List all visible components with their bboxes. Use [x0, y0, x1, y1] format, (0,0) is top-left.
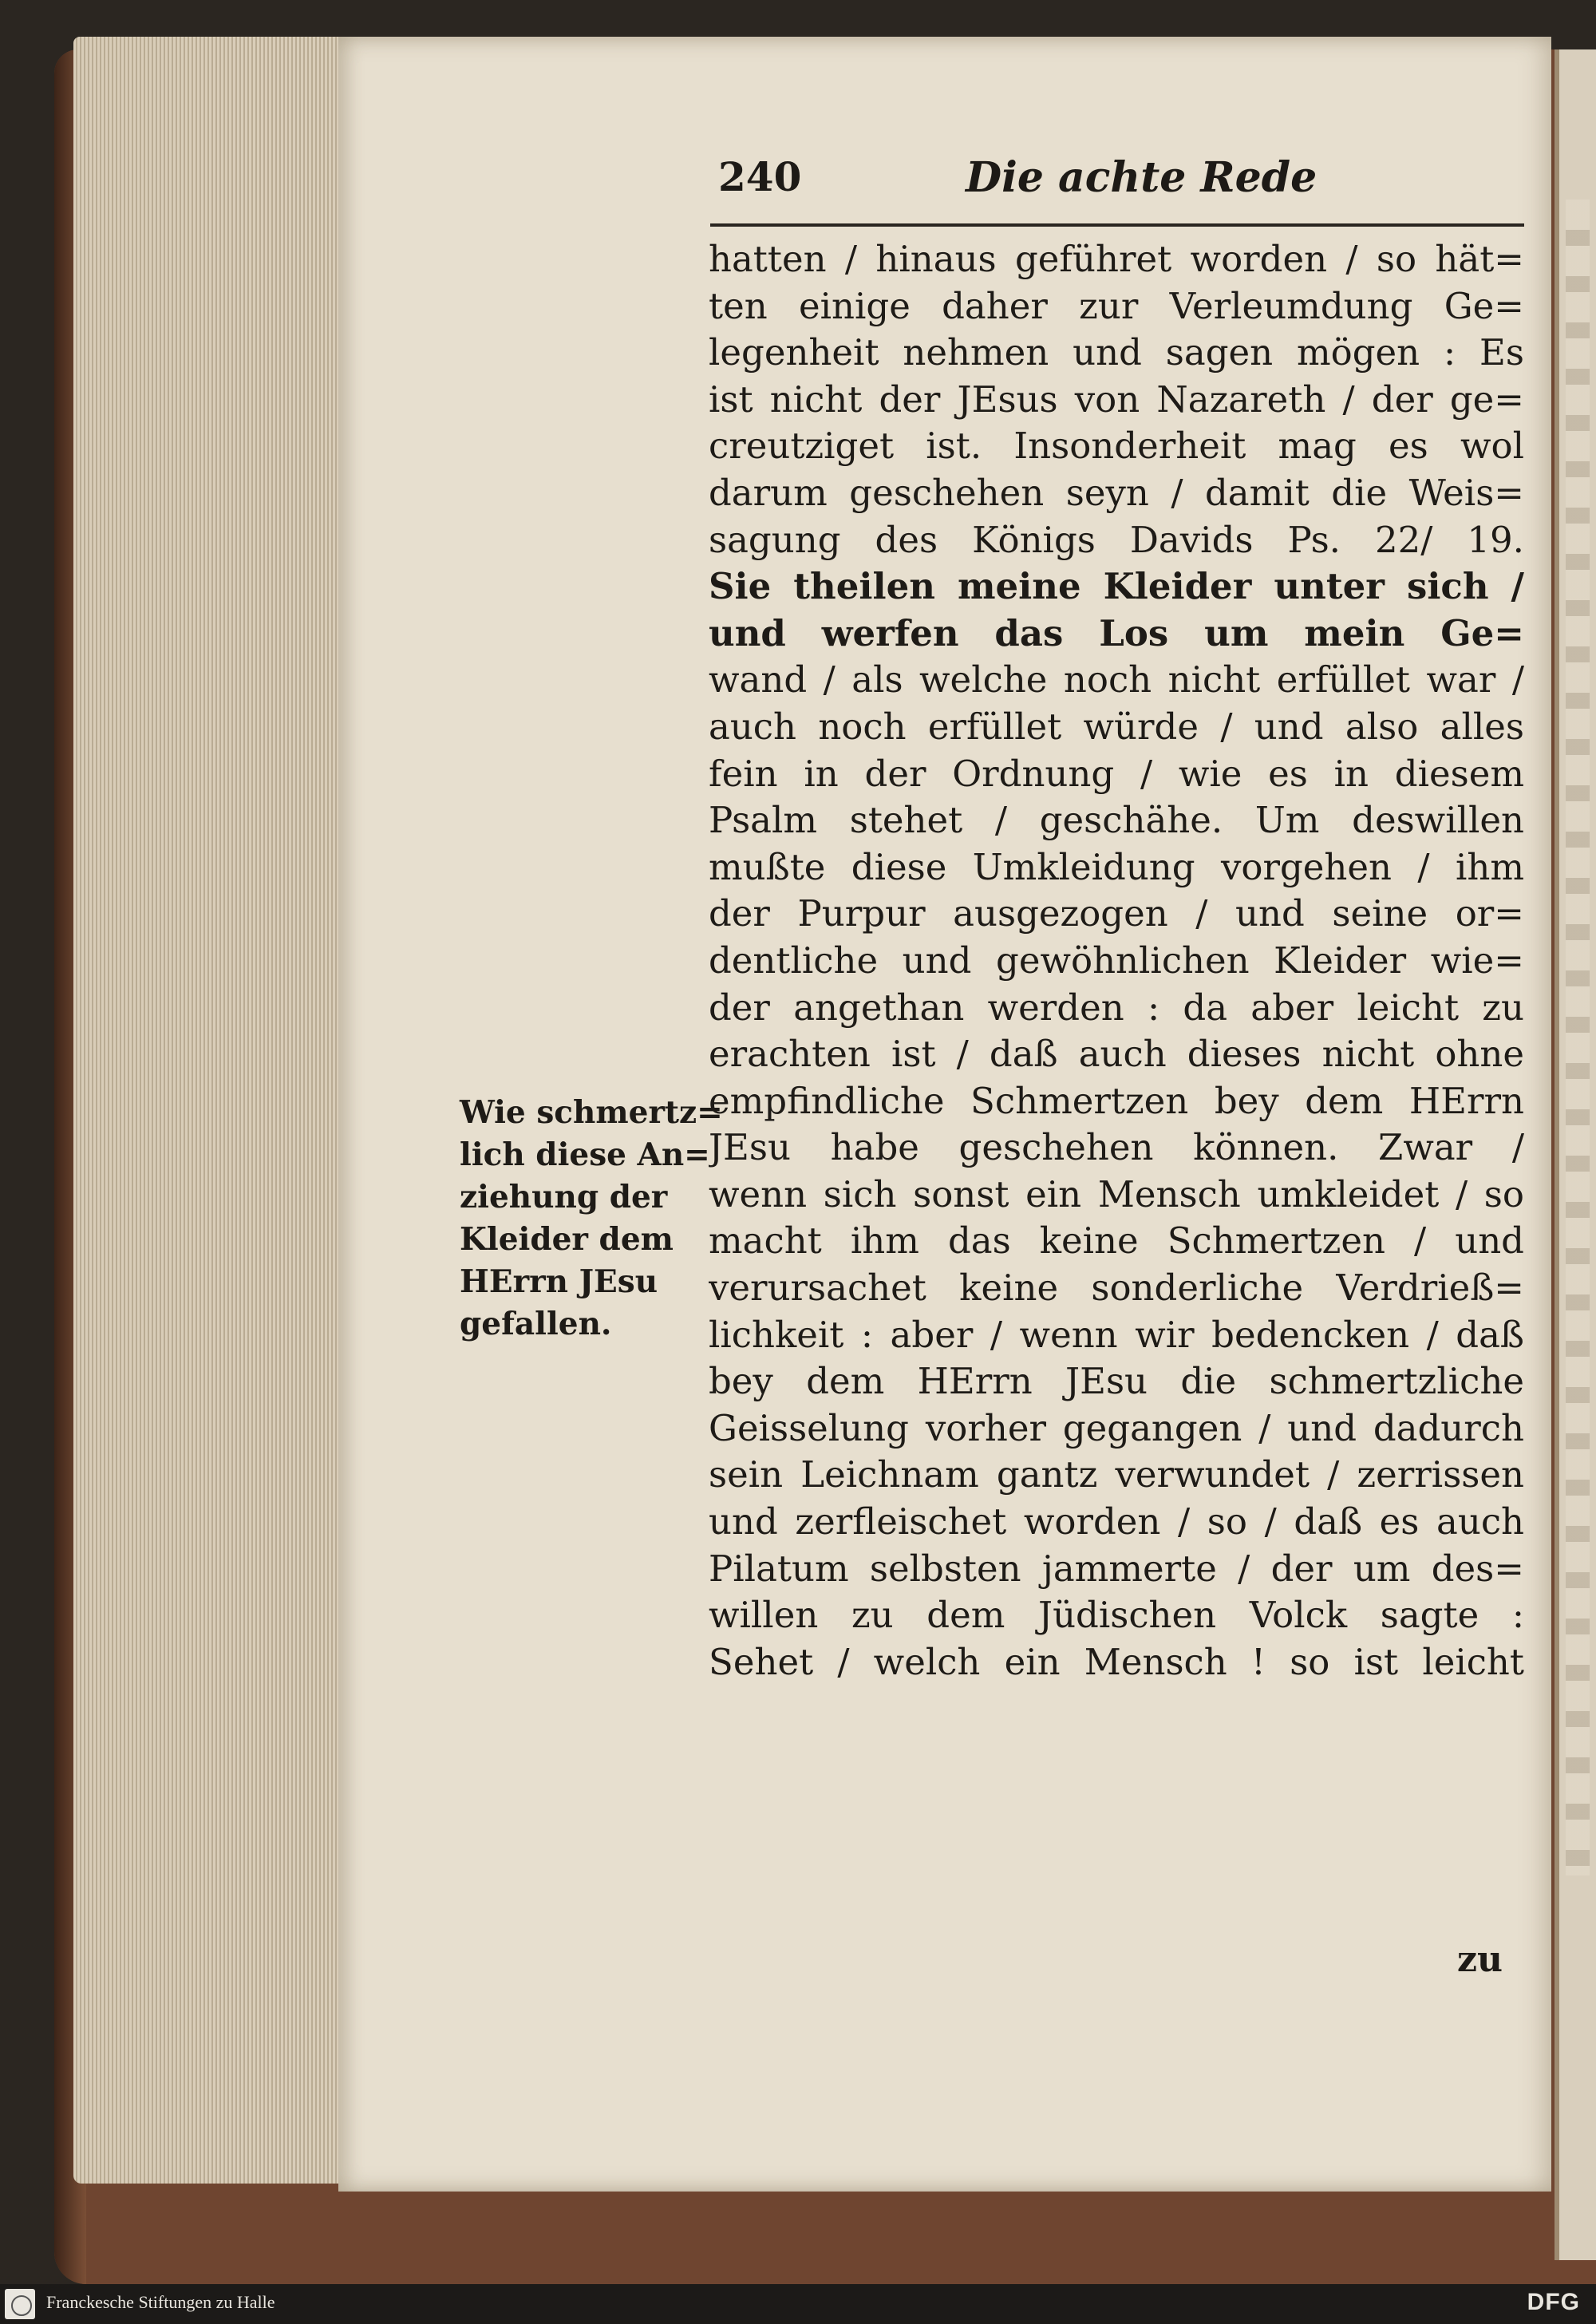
marginal-note-line: ziehung der [460, 1179, 668, 1215]
text-line: fein in der Ordnung / wie es in diesem [709, 752, 1524, 795]
text-line: erachten ist / daß auch dieses nicht ohne [709, 1033, 1524, 1076]
text-line: dentliche und gewöhnlichen Kleider wie= [709, 939, 1524, 982]
text-line: willen zu dem Jüdischen Volck sagte : [709, 1594, 1524, 1637]
text-line: lichkeit : aber / wenn wir bedencken / daß [709, 1313, 1524, 1356]
footer-bar [0, 2284, 1596, 2324]
footer-institution: Franckesche Stiftungen zu Halle [46, 2292, 275, 2312]
text-line: der angethan werden : da aber leicht zu [709, 986, 1524, 1029]
page-number: 240 [718, 153, 802, 200]
page-edges [73, 37, 345, 2184]
marginal-note [460, 1092, 723, 1346]
text-line: Psalm stehet / geschähe. Um deswillen [709, 799, 1524, 842]
text-line: ten einige daher zur Verleumdung Ge= [709, 284, 1524, 327]
facing-page-text [1566, 200, 1590, 1875]
text-line: creutziget ist. Insonderheit mag es wol [709, 425, 1524, 468]
text-line: wand / als welche noch nicht erfüllet war / [709, 658, 1524, 702]
running-head: Die achte Rede [966, 153, 1317, 202]
text-line: mußte diese Umkleidung vorgehen / ihm [709, 845, 1524, 888]
marginal-note-line: Kleider dem [460, 1221, 674, 1258]
text-line: Sehet / welch ein Mensch ! so ist leicht [709, 1640, 1524, 1683]
text-line: und werfen das Los um mein Ge= [709, 611, 1524, 654]
text-line: und zerfleischet worden / so / daß es auch [709, 1500, 1524, 1543]
text-line: legenheit nehmen und sagen mögen : Es [709, 331, 1524, 374]
text-line: wenn sich sonst ein Mensch umkleidet / so [709, 1172, 1524, 1215]
marginal-note-line: gefallen. [460, 1306, 612, 1342]
text-line: verursachet keine sonderliche Verdrieß= [709, 1267, 1524, 1310]
text-line: darum geschehen seyn / damit die Weis= [709, 471, 1524, 514]
text-line: hatten / hinaus geführet worden / so hät= [709, 238, 1524, 280]
text-line: Pilatum selbsten jammerte / der um des= [709, 1547, 1524, 1590]
text-line: Geisselung vorher gegangen / und dadurch [709, 1406, 1524, 1449]
text-line: JEsu habe geschehen können. Zwar / [709, 1126, 1524, 1169]
marginal-note-line: HErrn JEsu [460, 1263, 658, 1300]
text-line: bey dem HErrn JEsu die schmertzliche [709, 1360, 1524, 1403]
header-rule [710, 223, 1524, 227]
marginal-note-line: lich diese An= [460, 1136, 710, 1173]
marginal-note-line: Wie schmertz= [460, 1094, 723, 1131]
text-line: macht ihm das keine Schmertzen / und [709, 1219, 1524, 1263]
text-line: ist nicht der JEsus von Nazareth / der ge= [709, 377, 1524, 421]
text-line: empfindliche Schmertzen bey dem HErrn [709, 1079, 1524, 1122]
catchword: zu [1457, 1939, 1503, 1980]
library-logo-icon [5, 2289, 35, 2319]
main-text-block [709, 236, 1524, 1686]
text-line: der Purpur ausgezogen / und seine or= [709, 892, 1524, 935]
text-line: auch noch erfüllet würde / und also alles [709, 705, 1524, 748]
text-line: sagung des Königs Davids Ps. 22/ 19. [709, 518, 1524, 561]
text-line: Sie theilen meine Kleider unter sich / [709, 565, 1524, 608]
footer-dfg-logo: DFG [1527, 2289, 1580, 2315]
page-header [718, 153, 1516, 220]
text-line: sein Leichnam gantz verwundet / zerrissen [709, 1453, 1524, 1496]
